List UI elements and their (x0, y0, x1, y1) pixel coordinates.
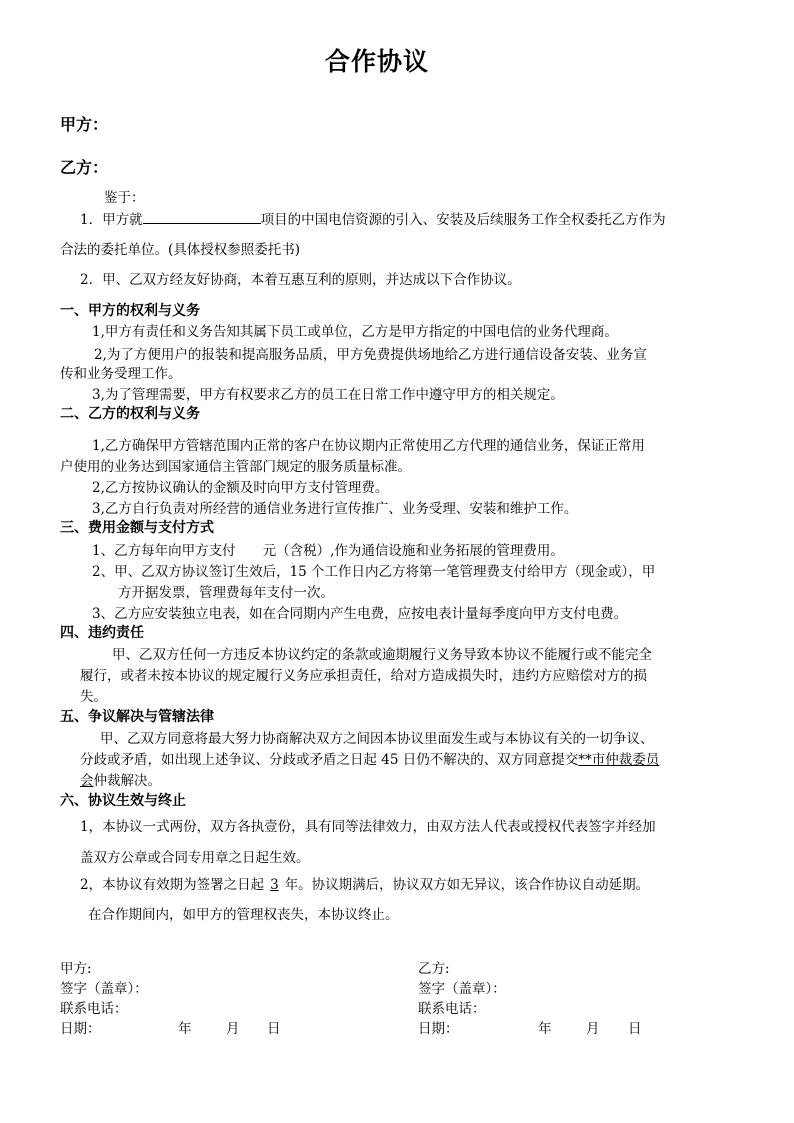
section-6-p2 (80, 873, 649, 893)
sig-b-month: 月 (586, 1021, 600, 1037)
arbitration-commission: **市仲裁委员 (578, 752, 660, 768)
section-1-p2b: 传和业务受理工作。 (60, 366, 182, 382)
section-3-p1: 1、乙方每年向甲方支付 元（含税）,作为通信设施和业务拓展的管理费用。 (92, 543, 564, 559)
section-4-p1a: 甲、乙双方任何一方违反本协议约定的条款或逾期履行义务导致本协议不能履行或不能完全 (112, 647, 652, 663)
intro-item-1-suffix: 项目的中国电信资源的引入、安装及后续服务工作全权委托乙方作为 (260, 212, 666, 228)
section-2-p1b: 户使用的业务达到国家通信主管部门规定的服务质量标准。 (60, 459, 411, 475)
section-1-heading: 一、甲方的权利与义务 (60, 303, 200, 319)
section-6-p1b: 盖双方公章或合同专用章之日起生效。 (80, 850, 310, 866)
intro-item-1-prefix: 1．甲方就 (80, 212, 143, 228)
section-5-heading: 五、争议解决与管辖法律 (60, 709, 214, 725)
document-title: 合作协议 (324, 47, 429, 76)
sig-b-day: 日 (628, 1021, 642, 1037)
sig-b-sign: 签字（盖章）： (418, 981, 506, 997)
section-4-p1c: 失。 (80, 689, 107, 705)
section-6-p3: 在合作期间内，如甲方的管理权丧失，本协议终止。 (88, 907, 399, 923)
section-3-p2a: 2、甲、乙双方协议签订生效后，15 个工作日内乙方将第一笔管理费支付给甲方（现金或），甲 (92, 564, 656, 580)
section-1-p3: 3,为了管理需要，甲方有权要求乙方的员工在日常工作中遵守甲方的相关规定。 (92, 387, 564, 403)
party-b-heading: 乙方： (60, 158, 109, 177)
project-name-blank (143, 210, 261, 224)
section-1-p1: 1,甲方有责任和义务告知其属下员工或单位，乙方是甲方指定的中国电信的业务代理商。 (92, 324, 618, 340)
section-3-heading: 三、费用金额与支付方式 (60, 520, 214, 536)
section-4-p1b: 履行，或者未按本协议的规定履行义务应承担责任，给对方造成损失时，违约方应赔偿对方的损 (80, 668, 647, 684)
sig-a-day: 日 (267, 1021, 281, 1037)
section-2-p1a: 1,乙方确保甲方管辖范围内正常的客户在协议期内正常使用乙方代理的通信业务，保证正常用 (92, 438, 645, 454)
sig-a-sign: 签字（盖章）： (60, 981, 148, 997)
arbitration-commission-cont: 会 (80, 773, 94, 789)
sig-party-a: 甲方: (60, 961, 92, 977)
section-5-p1b (80, 748, 659, 768)
section-6-p1a: 1，本协议一式两份，双方各执壹份，具有同等法律效力，由双方法人代表或授权代表签字并经加 (80, 819, 656, 835)
sig-b-date: 日期： (418, 1021, 459, 1037)
section-5-p1b-text: 分歧或矛盾，如出现上述争议、分歧或矛盾之日起 45 日仍不解决的、双方同意提交 (80, 752, 579, 768)
section-6-p2-post: 年。协议期满后，协议双方如无异议，该合作协议自动延期。 (284, 877, 650, 893)
sig-b-year: 年 (538, 1021, 552, 1037)
whereas-label: 鉴于： (104, 190, 145, 206)
section-5-p1c-text: 仲裁解决。 (93, 773, 161, 789)
section-5-p1a: 甲、乙双方同意将最大努力协商解决双方之间因本协议里面发生或与本协议有关的一切争议、 (100, 731, 654, 747)
section-6-heading: 六、协议生效与终止 (60, 793, 186, 809)
section-4-heading: 四、违约责任 (60, 625, 144, 641)
section-2-heading: 二、乙方的权利与义务 (60, 406, 200, 422)
section-3-p3: 3、乙方应安装独立电表，如在合同期内产生电费，应按电表计量每季度向甲方支付电费。 (92, 606, 628, 622)
sig-a-month: 月 (226, 1021, 240, 1037)
sig-b-phone: 联系电话： (418, 1001, 486, 1017)
section-1-p2a: 2,为了方便用户的报装和提高服务品质，甲方免费提供场地给乙方进行通信设备安装、业务宣 (94, 347, 647, 363)
section-2-p2: 2,乙方按协议确认的金额及时向甲方支付管理费。 (92, 480, 389, 496)
intro-item-1 (80, 208, 666, 228)
sig-a-date: 日期： (60, 1021, 101, 1037)
validity-years: 3 (270, 877, 279, 893)
sig-party-b: 乙方: (418, 961, 450, 977)
party-a-heading: 甲方： (60, 115, 109, 134)
section-2-p3: 3,乙方自行负责对所经营的通信业务进行宣传推广、业务受理、安装和维护工作。 (92, 501, 578, 517)
section-6-p2-pre: 2，本协议有效期为签署之日起 (80, 877, 265, 893)
section-3-p2b: 方开据发票，管理费每年支付一次。 (118, 585, 334, 601)
sig-a-year: 年 (178, 1021, 192, 1037)
sig-a-phone: 联系电话： (60, 1001, 128, 1017)
intro-item-1-cont: 合法的委托单位。(具体授权参照委托书) (60, 242, 301, 258)
intro-item-2: 2．甲、乙双方经友好协商，本着互惠互利的原则，并达成以下合作协议。 (80, 272, 521, 288)
section-5-p1c (80, 769, 161, 789)
